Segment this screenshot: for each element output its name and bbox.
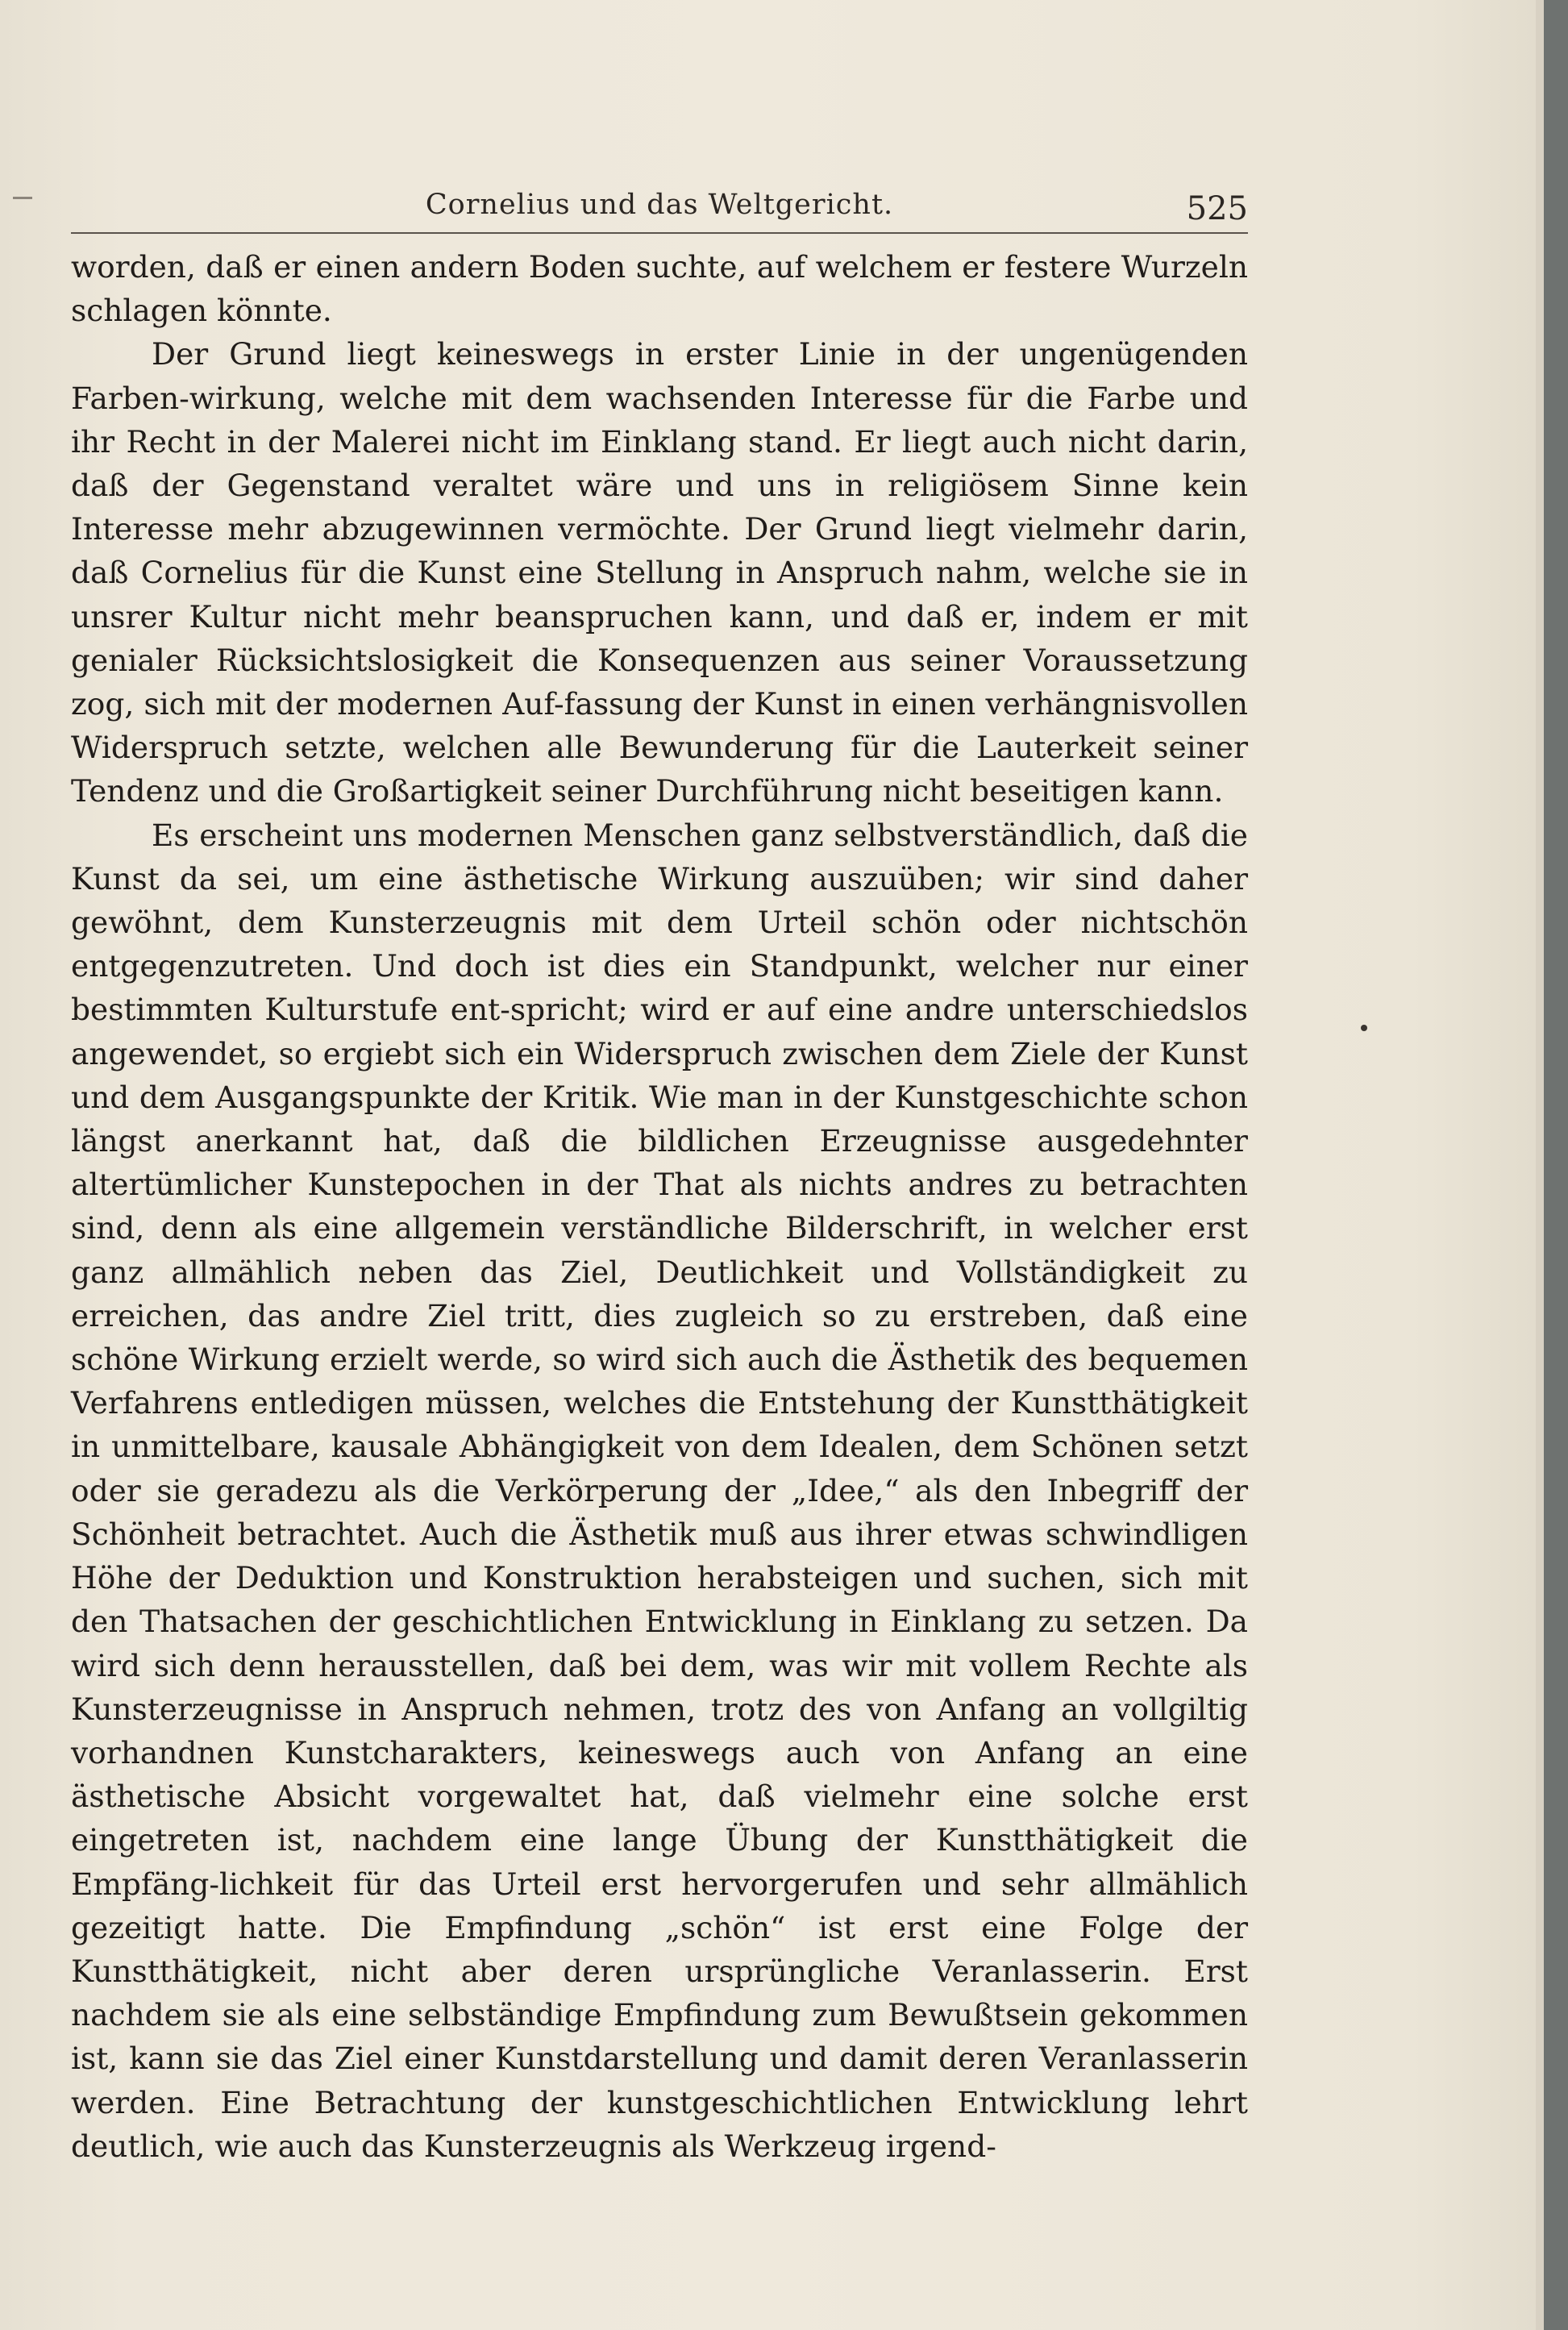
ink-speck [1361, 1025, 1367, 1031]
page-header [71, 184, 1248, 232]
paragraph-3: Es erscheint uns modernen Menschen ganz selbstverständlich, daß die Kunst da sei, um eine ästhetische Wirkung auszuüben; wir sind daher gewöhnt, dem Kunsterzeugnis mit dem Urteil schön oder nichtschön entgegenzutreten. Und doch ist dies ein Standpunkt, welcher nur einer bestimmten Kulturstufe ent-spricht; wird er auf eine andre unterschiedslos angewendet, so ergiebt sich ein Widerspruch zwischen dem Ziele der Kunst und dem Ausgangspunkte der Kritik. Wie man in der Kunstgeschichte schon längst anerkannt hat, daß die bildlichen Erzeugnisse ausgedehnter altertümlicher Kunstepochen in der That als nichts andres zu betrachten sind, denn als eine allgemein verständliche Bilderschrift, in welcher erst ganz allmählich neben das Ziel, Deutlichkeit und Vollständigkeit zu erreichen, das andre Ziel tritt, dies zugleich so zu erstreben, daß eine schöne Wirkung erzielt werde, so wird sich auch die Ästhetik des bequemen Verfahrens entledigen müssen, welches die Entstehung der Kunstthätigkeit in unmittelbare, kausale Abhängigkeit von dem Idealen, dem Schönen setzt oder sie geradezu als die Verkörperung der „Idee,“ als den Inbegriff der Schönheit betrachtet. Auch die Ästhetik muß aus ihrer etwas schwindligen Höhe der Deduktion und Konstruktion herabsteigen und suchen, sich mit den Thatsachen der geschichtlichen Entwicklung in Einklang zu setzen. Da wird sich denn herausstellen, daß bei dem, was wir mit vollem Rechte als Kunsterzeugnisse in Anspruch nehmen, trotz des von Anfang an vollgiltig vorhandnen Kunstcharakters, keineswegs auch von Anfang an eine ästhetische Absicht vorgewaltet hat, daß vielmehr eine solche erst eingetreten ist, nachdem eine lange Übung der Kunstthätigkeit die Empfäng-lichkeit für das Urteil erst hervorgerufen und sehr allmählich gezeitigt hatte. Die Empfindung „schön“ ist erst eine Folge der Kunstthätigkeit, nicht aber deren ursprüngliche Veranlasserin. Erst nachdem sie als eine selbständige Empfindung zum Bewußtsein gekommen ist, kann sie das Ziel einer Kunstdarstellung und damit deren Veranlasserin werden. Eine Betrachtung der kunstgeschichtlichen Entwicklung lehrt deutlich, wie auch das Kunsterzeugnis als Werkzeug irgend- [71, 817, 1248, 2164]
body-text [71, 245, 1248, 2168]
paragraph-2: Der Grund liegt keineswegs in erster Linie in der ungenügenden Farben-wirkung, welche mit dem wachsenden Interesse für die Farbe und ihr Recht in der Malerei nicht im Einklang stand. Er liegt auch nicht darin, daß der Gegenstand veraltet wäre und uns in religiösem Sinne kein Interesse mehr abzugewinnen vermöchte. Der Grund liegt vielmehr darin, daß Cornelius für die Kunst eine Stellung in Anspruch nahm, welche sie in unsrer Kultur nicht mehr beanspruchen kann, und daß er, indem er mit genialer Rücksichtslosigkeit die Konsequenzen aus seiner Voraussetzung zog, sich mit der modernen Auf-fassung der Kunst in einen verhängnisvollen Widerspruch setzte, welchen alle Bewunderung für die Lauterkeit seiner Tendenz und die Großartigkeit seiner Durchführung nicht beseitigen kann. [71, 336, 1248, 809]
running-title: Cornelius und das Weltgericht. [425, 189, 894, 221]
page-number: 525 [1186, 190, 1248, 227]
header-rule [71, 232, 1248, 234]
margin-mark [13, 197, 32, 199]
paragraph-1: worden, daß er einen andern Boden suchte, auf welchem er festere Wurzeln schlagen könnte. [71, 249, 1248, 329]
